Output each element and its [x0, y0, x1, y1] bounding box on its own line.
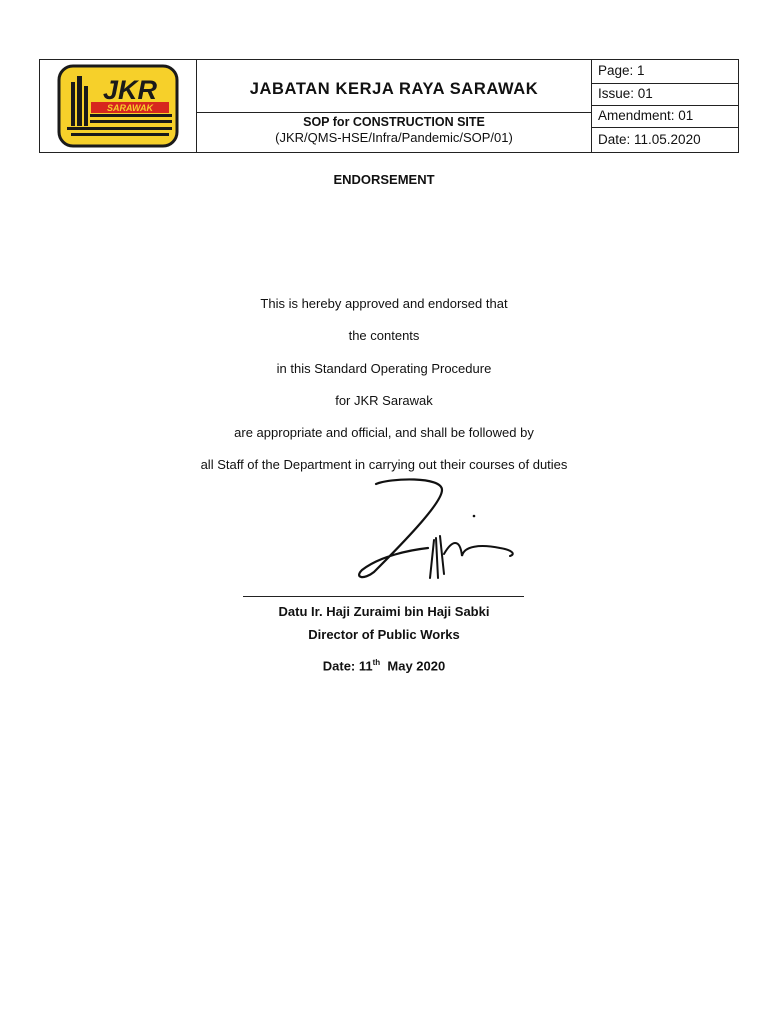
handwritten-signature — [350, 476, 520, 586]
sop-title: SOP for CONSTRUCTION SITE — [303, 114, 485, 129]
logo-cell — [40, 60, 197, 153]
logo-text: JKR — [102, 75, 158, 105]
endorsement-line: the contents — [348, 328, 420, 343]
page-number: Page: 1 — [592, 60, 738, 84]
endorsement-line: are appropriate and official, and shall be followed by — [234, 425, 534, 440]
signature-line — [243, 596, 524, 597]
endorsement-line: in this Standard Operating Procedure — [276, 361, 492, 376]
endorsement-line: for JKR Sarawak — [335, 393, 433, 408]
sop-block — [197, 113, 591, 146]
logo-subtext: SARAWAK — [106, 103, 154, 113]
amendment-number: Amendment: 01 — [592, 106, 738, 128]
endorsement-line: all Staff of the Department in carrying out their courses of duties — [200, 457, 568, 472]
signature-date-prefix: Date: 11 — [322, 658, 373, 674]
org-name: JABATAN KERJA RAYA SARAWAK — [197, 67, 591, 113]
signature-date-suffix-sup: th — [372, 658, 381, 667]
signature-date-month: May 2020 — [380, 658, 446, 674]
jkr-logo — [57, 64, 179, 148]
title-cell — [197, 60, 592, 153]
meta-cell — [592, 60, 739, 153]
document-header — [39, 59, 739, 153]
issue-number: Issue: 01 — [592, 84, 738, 106]
endorsement-title: ENDORSEMENT — [333, 172, 435, 187]
sop-code: (JKR/QMS-HSE/Infra/Pandemic/SOP/01) — [275, 129, 513, 145]
signatory-position: Director of Public Works — [308, 627, 460, 642]
document-date: Date: 11.05.2020 — [598, 132, 701, 147]
signatory-name: Datu Ir. Haji Zuraimi bin Haji Sabki — [278, 604, 490, 619]
signature-date — [0, 658, 768, 673]
endorsement-line: This is hereby approved and endorsed that — [260, 296, 508, 311]
